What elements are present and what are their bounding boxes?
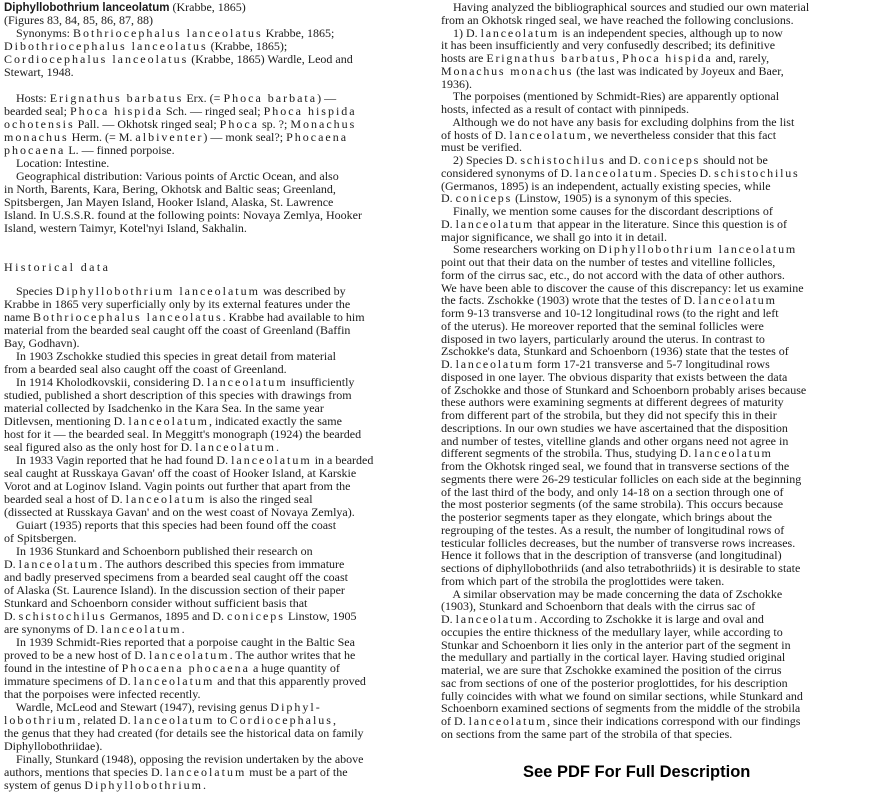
text-run: Stewart, 1948.	[4, 65, 74, 79]
taxon-name: lanceolatum	[455, 357, 535, 371]
text-run: sac from sections of one of the posterior proglottides, for his description	[441, 675, 788, 690]
text-run: the medullary and partially in the cortical layer. Having studied original	[441, 650, 786, 665]
text-run: ,	[616, 51, 623, 65]
taxon-name: lanceolatum	[455, 612, 535, 626]
taxon-name: schistochilus	[520, 153, 606, 167]
taxon-name: lanceolatum	[231, 453, 312, 467]
taxon-name: lanceolatum	[455, 216, 535, 231]
text-run: (1903), Stunkard and Schoenborn that deals with the cirrus sac of	[441, 599, 756, 614]
text-run: Synonyms:	[4, 26, 74, 40]
text-run: material, we are sure that Zschokke examined the position of the cirrus	[441, 663, 782, 677]
taxon-name: Cordiocephalus	[229, 713, 333, 727]
taxon-name: Phoca barbata	[223, 91, 318, 105]
historical-data-text	[4, 285, 373, 792]
text-run: of the uterus). He moreover reported that the seminal follicles were	[441, 318, 764, 333]
text-run: In 1933 Vagin reported that he had found D.	[4, 453, 232, 467]
text-run: (dissected at Russkaya Gavan' and on the west coast of Novaya Zemlya).	[4, 505, 355, 519]
taxon-name: Monachus	[290, 117, 357, 131]
text-run: bearded seal a host of D.	[4, 492, 126, 506]
text-run: Finally, we mention some causes for the discordant descriptions of	[441, 204, 773, 218]
text-run: considered synonyms of D.	[441, 165, 576, 180]
text-run: the facts. Zschokke (1903) wrote that the testes of D.	[441, 293, 699, 308]
text-run: 1) D.	[441, 25, 481, 40]
text-run: Island, western Taimyr, Kotel'nyi Island, Sakhalin.	[4, 221, 247, 235]
text-run: Bay, Godhavn).	[4, 336, 80, 350]
text-run: ) — monk seal?;	[203, 130, 287, 144]
text-run: name	[4, 310, 33, 324]
text-run: major significance, we shall go into it in detail.	[441, 229, 667, 244]
text-run: Germanos, 1895 and D.	[106, 609, 227, 623]
text-run: Stunkar and Schoenborn it lies only in the anterior part of the segment in	[441, 637, 791, 652]
taxon-name: Dibothriocephalus lanceolatus	[4, 39, 208, 53]
text-run: studied, published a short description of this species with drawings from	[4, 388, 352, 402]
text-run: of Spitsbergen.	[4, 531, 77, 545]
taxon-name: lanceolatum	[207, 375, 288, 389]
text-run: Some researchers working on	[441, 242, 599, 257]
text-run: .	[203, 778, 206, 792]
text-run: Spitsbergen, Jan Mayen Island, Hooker Island, Alaska, St. Lawrence	[4, 195, 334, 209]
taxon-name: lanceolatum	[148, 648, 230, 662]
text-run: seal figured also as the only host for D.	[4, 440, 196, 454]
text-run: insufficiently	[287, 375, 355, 389]
text-run: Species	[4, 284, 56, 298]
text-run: ) —	[317, 91, 337, 105]
hosts-block	[4, 92, 362, 235]
text-run: of D.	[441, 714, 469, 728]
text-run: different segments of the strobila. Thus, studying D.	[441, 446, 695, 461]
text-run: Vorot and at Loginov Island. Vagin points out further that apart from the	[4, 479, 351, 493]
text-run: Island. In U.S.S.R. found at the following points: Novaya Zemlya, Hooker	[4, 208, 362, 222]
see-pdf-notice: See PDF For Full Description	[523, 763, 751, 781]
text-run: these authors were examining segments at different degrees of maturity	[441, 395, 784, 410]
text-run: In 1936 Stunkard and Schoenborn published their research on	[4, 544, 313, 558]
taxon-name: ochotensis	[4, 117, 75, 131]
taxon-name: lanceolatum	[698, 293, 777, 308]
text-run: In 1903 Zschokke studied this species in great detail from material	[4, 349, 336, 363]
taxon-name: lanceolatum	[128, 414, 209, 428]
taxon-name: Erignathus barbatus	[49, 91, 184, 105]
text-run: regrouping of the testes. As a result, the number of longitudinal rows of	[441, 522, 785, 537]
text-run: Hence it follows that in the description of transverse (and longitudinal)	[441, 548, 782, 563]
text-run: of hosts of D.	[441, 127, 510, 142]
text-run: .	[181, 622, 185, 636]
text-run: D.	[4, 609, 19, 623]
text-run: Wardle, McLeod and Stewart (1947), revising genus	[4, 700, 271, 714]
text-run: , we nevertheless consider that this fact	[587, 127, 777, 142]
text-run: the most posterior segments (of the same strobila). This occurs because	[441, 497, 784, 512]
taxon-name: Erignathus barbatus	[486, 51, 617, 65]
text-run: . The author writes that he	[229, 648, 356, 662]
text-run: form of the cirrus sac, etc., do not accord with the data of other authors.	[441, 267, 785, 282]
text-line	[4, 66, 353, 79]
text-run: from different part of the strobila, but they did not specify this in their	[441, 408, 777, 422]
species-title: Diphyllobothrium lanceolatum	[4, 2, 170, 14]
text-run: . According to Zschokke it is large and oval and	[534, 612, 764, 626]
text-run: D.	[4, 557, 19, 571]
text-run: proved to be a new host of D.	[4, 648, 149, 662]
taxon-name: Bothriocephalus lanceolatus	[33, 310, 223, 324]
text-run: Having analyzed the bibliographical sources and studied our own material	[441, 0, 810, 14]
text-run: from the Okhotsk ringed seal, we found that in transverse sections of the	[441, 459, 790, 473]
text-run: segments there were 26-29 testicular follicles on each side at the beginning	[441, 471, 802, 486]
text-run: We have been able to discover the cause of this discrepancy: let us examine	[441, 280, 804, 295]
text-run: it has been insufficiently and very confusedly described; its definitive	[441, 38, 776, 53]
text-run: of Alaska (St. Laurence Island). In the discussion section of their paper	[4, 583, 345, 597]
text-run: Ditlevsen, mentioning D.	[4, 414, 129, 428]
text-run: . The authors described this species from immature	[99, 557, 345, 571]
text-run: disposed in two layers, particularly around the uterus. In contrast to	[441, 331, 765, 346]
taxon-name: lanceolatum	[133, 674, 215, 688]
text-run: sp. ?;	[258, 117, 291, 131]
text-run: from which part of the strobila the proglottides were taken.	[441, 573, 725, 588]
text-run: Linstow, 1905	[284, 609, 357, 623]
text-run: D.	[441, 357, 456, 371]
text-run: (the last was indicated by Joyeux and Baer,	[573, 63, 784, 78]
text-line	[441, 728, 809, 741]
taxon-name: Phoca hispida	[622, 51, 713, 65]
text-run: Sch. — ringed seal;	[162, 104, 264, 118]
text-run: . Species D.	[653, 165, 715, 180]
text-run: ,	[332, 713, 336, 727]
text-run: must be verified.	[441, 140, 522, 155]
taxon-name: lanceolatum	[18, 557, 100, 571]
taxon-name: lanceolatum	[100, 622, 182, 636]
text-run: Although we do not have any basis for excluding dolphins from the list	[441, 114, 795, 129]
taxon-name: lanceolatum	[509, 127, 588, 142]
text-run: and that this apparently proved	[214, 674, 366, 688]
text-run: and number of testes, vitelline glands and other organs need not agree in	[441, 433, 789, 448]
taxon-name: Diphyllobothrium	[84, 778, 203, 792]
taxon-name: Diphyllobothrium lanceolatum	[55, 284, 260, 298]
text-run: and, rarely,	[712, 51, 770, 65]
text-run: , since their indications correspond with our findings	[547, 714, 801, 728]
text-run: Geographical distribution: Various points of Arctic Ocean, and also	[4, 169, 339, 183]
text-run: Herm. (= M.	[68, 130, 136, 144]
text-run: the posterior segments taper as they elongate, which brings about the	[441, 510, 772, 524]
text-run: Erx. (=	[183, 91, 224, 105]
text-run: found in the intestine of	[4, 661, 122, 675]
conclusions-text	[441, 1, 809, 741]
text-run: (Germanos, 1895) is an independent, actually existing species, while	[441, 178, 771, 193]
text-run: that appear in the literature. Since this question is of	[534, 216, 788, 231]
text-run: sections of diphyllobothriids (and also tetrabothriids) it is desirable to state	[441, 561, 801, 575]
taxon-name: Phocaena	[286, 130, 349, 144]
text-run: to	[214, 713, 230, 727]
taxon-name: coniceps	[455, 191, 513, 206]
taxon-name: Phoca hispida	[263, 104, 357, 118]
text-run: hosts are	[441, 51, 487, 65]
text-run: Guiart (1935) reports that this species had been found off the coast	[4, 518, 337, 532]
text-line	[441, 65, 809, 78]
text-run: fully coincides with what we found on similar sections, while Stunkard and	[441, 688, 803, 703]
text-run: form 9-13 transverse and 10-12 longitudinal rows (to the right and left	[441, 306, 779, 320]
taxon-name: albiventer	[135, 130, 204, 144]
text-run: of the last third of the body, and only 14-18 on a section through one of	[441, 484, 784, 499]
text-run: a huge quantity of	[249, 661, 340, 675]
taxon-name: lanceolatum	[468, 714, 548, 728]
taxon-name: coniceps	[643, 153, 701, 167]
text-run: is an independent species, although up to now	[559, 25, 783, 40]
taxon-name: Phoca hispida	[69, 104, 163, 118]
text-run: in a bearded	[311, 453, 374, 467]
taxon-name: lanceolatum	[694, 446, 773, 461]
text-run: bearded seal;	[4, 104, 70, 118]
text-run: Schoenborn examined sections of segments from the middle of the strobila	[441, 701, 801, 716]
text-run: and D.	[605, 153, 644, 167]
taxon-name: lanceolatum	[125, 492, 207, 506]
taxon-name: lobothrium	[4, 713, 78, 727]
text-run: from a bearded seal also caught off the coast of Greenland.	[4, 362, 287, 376]
text-run: 1936).	[441, 76, 472, 91]
taxon-name: schistochilus	[714, 165, 800, 180]
text-run: Location: Intestine.	[4, 156, 110, 170]
text-run: of Zschokke and those of Stunkard and Schoenborn probably arises because	[441, 382, 807, 397]
text-run: In 1939 Schmidt-Ries reported that a porpoise caught in the Baltic Sea	[4, 635, 355, 649]
text-run: Hosts:	[4, 91, 50, 105]
text-line	[4, 222, 362, 235]
section-heading-historical-data: Historical data	[4, 260, 111, 274]
text-run: material collected by Isadchenko in the Kara Sea. In the same year	[4, 401, 324, 415]
text-run: A similar observation may be made concerning the data of Zschokke	[441, 586, 783, 601]
taxon-name: Diphyl-	[270, 700, 322, 714]
text-run: hosts, infected as a result of contact with pinnipeds.	[441, 102, 689, 116]
text-run: 2) Species D.	[441, 153, 521, 167]
text-run: authors, mentions that species D.	[4, 765, 166, 779]
text-run: from an Okhotsk ringed seal, we have reached the following conclusions.	[441, 12, 794, 27]
text-run: D.	[441, 216, 456, 231]
taxon-name: monachus	[4, 130, 69, 144]
text-run: seal caught at Russkaya Gavan' off the coast of Hooker Island, at Karskie	[4, 466, 357, 480]
text-run: must be a part of the	[246, 765, 348, 779]
text-run: Pall. — Okhotsk ringed seal;	[74, 117, 220, 131]
species-header-block	[4, 1, 353, 79]
text-run: is also the ringed seal	[206, 492, 313, 506]
text-run: are synonyms of D.	[4, 622, 101, 636]
taxon-name: lanceolatum	[575, 165, 654, 180]
text-run: that the porpoises were infected recently.	[4, 687, 201, 701]
text-run: the genus that they had created (for details see the historical data on family	[4, 726, 364, 740]
text-run: (Linstow, 1905) is a synonym of this species.	[512, 191, 732, 206]
text-run: , related D.	[77, 713, 134, 727]
text-run: point out that their data on the number of testes and vitelline follicles,	[441, 255, 776, 269]
text-run: descriptions. In our own studies we have ascertained that the disposition	[441, 420, 788, 435]
text-run: . Krabbe had available to him	[222, 310, 365, 324]
text-run: disposed in one layer. The obvious disparity that exists between the data	[441, 369, 788, 384]
taxon-name: Bothriocephalus lanceolatus	[73, 26, 263, 40]
text-run: Krabbe, 1865;	[262, 26, 335, 40]
taxon-name: lanceolatum	[133, 713, 215, 727]
taxon-name: Monachus monachus	[441, 63, 574, 78]
text-run: L. — finned porpoise.	[65, 143, 175, 157]
taxon-name: coniceps	[226, 609, 285, 623]
text-run: The porpoises (mentioned by Schmidt-Ries) are apparently optional	[441, 89, 780, 104]
text-run: (Krabbe, 1865)	[169, 0, 246, 14]
text-run: Zschokke's data, Stunkard and Schoenborn (1936) state that the testes of	[441, 344, 789, 359]
text-run: Finally, Stunkard (1948), opposing the revision undertaken by the above	[4, 752, 364, 766]
taxon-name: lanceolatum	[165, 765, 247, 779]
text-run: (Krabbe, 1865) Wardle, Leod and	[188, 52, 353, 66]
text-run: .	[275, 440, 279, 454]
text-line	[4, 779, 373, 792]
taxon-name: Cordiocephalus lanceolatus	[4, 52, 189, 66]
text-run: on sections from the same part of the strobila of that species.	[441, 726, 733, 741]
text-run: should not be	[700, 153, 768, 167]
taxon-name: lanceolatum	[195, 440, 276, 454]
text-run: host for it — the bearded seal. In Meggitt's monograph (1924) the bearded	[4, 427, 362, 441]
text-run: occupies the entire thickness of the medullary layer, while according to	[441, 624, 783, 639]
taxon-name: schistochilus	[18, 609, 107, 623]
text-run: D.	[441, 612, 456, 626]
text-run: (Figures 83, 84, 85, 86, 87, 88)	[4, 13, 153, 27]
text-run: immature specimens of D.	[4, 674, 134, 688]
text-run: and badly preserved specimens from a bearded seal caught off the coast	[4, 570, 348, 584]
text-run: was described by	[259, 284, 346, 298]
text-run: form 17-21 transverse and 5-7 longitudinal rows	[534, 357, 770, 371]
taxon-name: lanceolatum	[480, 25, 560, 40]
taxon-name: Diphyllobothrium lanceolatum	[598, 242, 798, 257]
text-run: Krabbe in 1865 very superficially only by its external features under the	[4, 297, 351, 311]
text-run: , indicated exactly the same	[208, 414, 342, 428]
text-run: material from the bearded seal caught off the coast of Greenland (Baffin	[4, 323, 351, 337]
text-run: In 1914 Kholodkovskii, considering D.	[4, 375, 207, 389]
text-run: testicular follicles decreases, but the number of transverse rows increases.	[441, 535, 796, 550]
text-run: (Krabbe, 1865);	[207, 39, 288, 53]
text-run: system of genus	[4, 778, 85, 792]
text-run: Stunkard and Schoenborn consider without sufficient basis that	[4, 596, 308, 610]
taxon-name: Phoca	[219, 117, 259, 131]
taxon-name: phocaena	[4, 143, 66, 157]
text-run: D.	[441, 191, 456, 206]
text-run: Diphyllobothriidae).	[4, 739, 103, 753]
taxon-name: Phocaena phocaena	[121, 661, 250, 675]
text-run: in North, Barents, Kara, Bering, Okhotsk and Baltic seas; Greenland,	[4, 182, 336, 196]
